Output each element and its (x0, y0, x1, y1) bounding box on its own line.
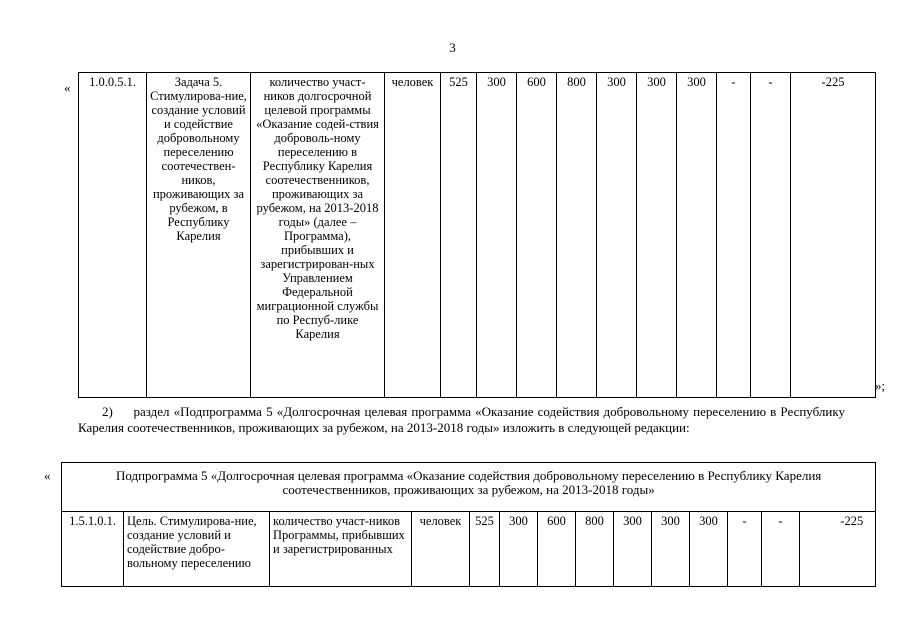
table1-value: 600 (517, 73, 557, 398)
table1-value: - (751, 73, 791, 398)
table2-value: 300 (690, 512, 728, 587)
indicator-table-1 (78, 72, 876, 398)
table1-row (79, 73, 876, 398)
table1-value: -225 (791, 73, 876, 398)
paragraph-text: раздел «Подпрограмма 5 «Долгосрочная целевая программа «Оказание содействия добровольному переселению в Республику Карелия соотечественников, проживающих за рубежом, на 2013-2018 годы» изложить в следующей редакции: (78, 404, 845, 435)
table1-value: 800 (557, 73, 597, 398)
table2-value: - (728, 512, 762, 587)
page-number: 3 (449, 40, 456, 55)
table1-value: 525 (441, 73, 477, 398)
closing-quote-1: »; (875, 378, 886, 393)
table2-header-row (62, 463, 876, 512)
table2-row (62, 512, 876, 587)
table1-value: 300 (477, 73, 517, 398)
table2-value: 525 (470, 512, 500, 587)
opening-quote-2: « (44, 468, 51, 483)
table2-value: 300 (500, 512, 538, 587)
table2-value: - (762, 512, 800, 587)
table2-indicator: количество участ-ников Программы, прибывших и зарегистрированных (270, 512, 412, 587)
table2-goal: Цель. Стимулирова-ние, создание условий и содействие добро-вольному переселению (124, 512, 270, 587)
table2-value: -225 (800, 512, 876, 587)
table1-indicator: количество участ-ников долгосрочной целевой программы «Оказание содей-ствия доброволь-ному переселению в Республику Карелия соотечественников, проживающих за рубежом, на 2013-2018 годы» (далее – Программа), прибывших и зарегистрирован-ных Управлением Федеральной миграционной службы по Респуб-лике Карелия (251, 73, 385, 398)
table1-value: - (717, 73, 751, 398)
table1-value: 300 (677, 73, 717, 398)
amendment-paragraph (78, 404, 845, 435)
table2-unit: человек (412, 512, 470, 587)
table1-code: 1.0.0.5.1. (79, 73, 147, 398)
table1-task: Задача 5. Стимулирова-ние, создание условий и содействие добровольному переселению соотечествен-ников, проживающих за рубежом, в Республику Карелия (147, 73, 251, 398)
table1-value: 300 (597, 73, 637, 398)
table2-header: Подпрограмма 5 «Долгосрочная целевая программа «Оказание содействия добровольному переселению в Республику Карелия соотечественников, проживающих за рубежом, на 2013-2018 годы» (62, 463, 876, 512)
indicator-table-2 (61, 462, 876, 587)
table1-unit: человек (385, 73, 441, 398)
table2-code: 1.5.1.0.1. (62, 512, 124, 587)
table2-value: 800 (576, 512, 614, 587)
table2-value: 300 (614, 512, 652, 587)
opening-quote-1: « (64, 80, 71, 95)
table2-value: 300 (652, 512, 690, 587)
paragraph-number: 2) (102, 404, 113, 419)
table2-value: 600 (538, 512, 576, 587)
table1-value: 300 (637, 73, 677, 398)
